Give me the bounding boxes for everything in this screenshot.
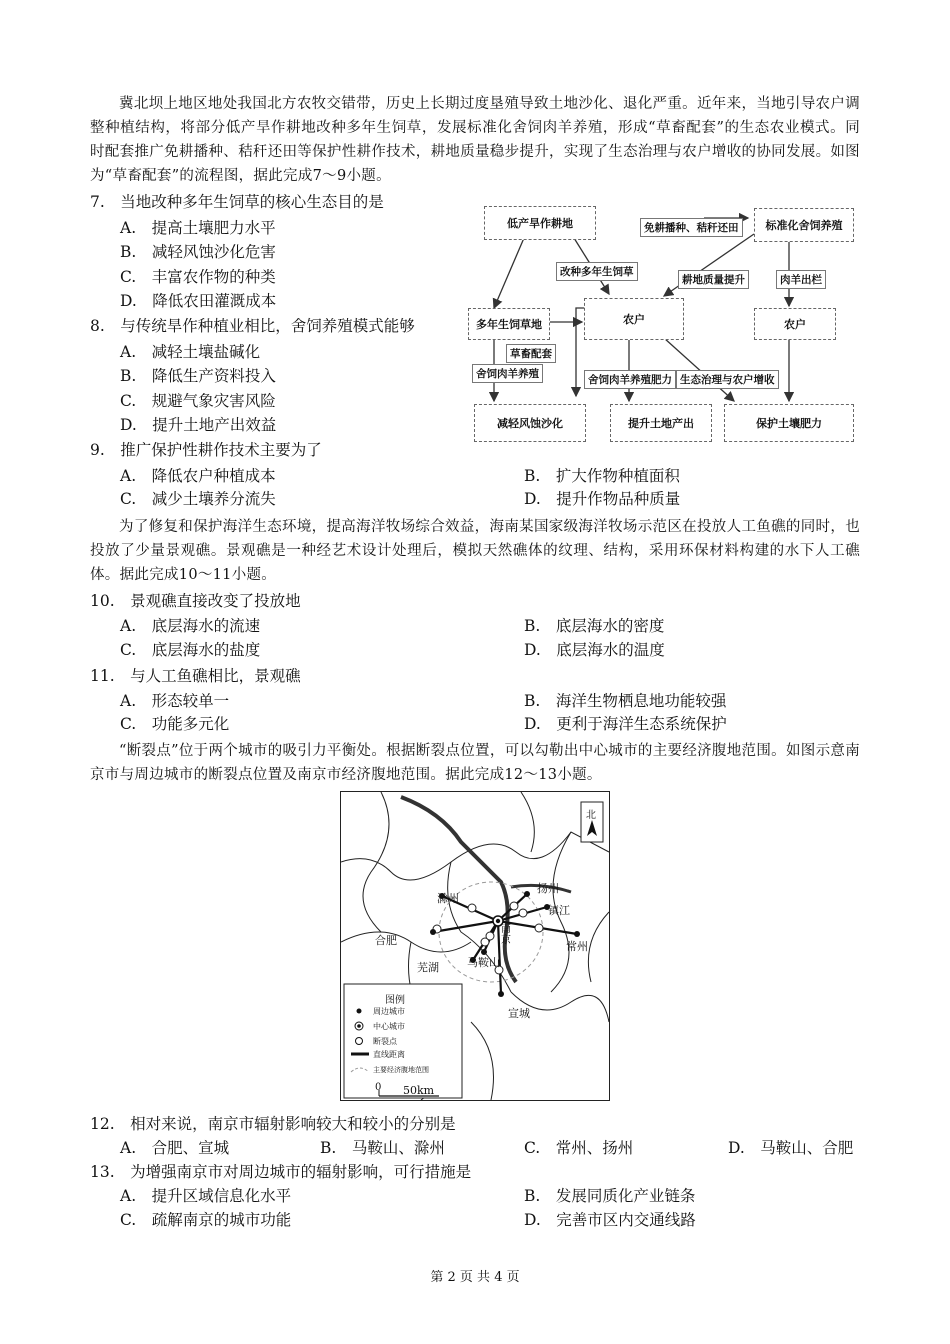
- box-farmer-1: 农户: [584, 298, 684, 340]
- city-yangzhou: 扬州: [537, 882, 559, 895]
- question-11-option-b: B. 海洋生物栖息地功能较强: [524, 692, 727, 710]
- question-7-option-a: A. 提高土壤肥力水平: [120, 219, 276, 237]
- question-13-option-a: A. 提升区域信息化水平: [120, 1187, 292, 1205]
- north-label: 北: [586, 810, 596, 821]
- city-nanjing: 南京: [501, 924, 511, 946]
- question-10-option-d: D. 底层海水的温度: [524, 641, 665, 659]
- question-7-option-c: C. 丰富农作物的种类: [120, 268, 276, 286]
- question-8-option-d: D. 提升土地产出效益: [120, 416, 277, 434]
- city-changzhou: 常州: [566, 940, 588, 953]
- city-xuancheng: 宣城: [508, 1007, 530, 1020]
- question-13-option-b: B. 发展同质化产业链条: [524, 1187, 696, 1205]
- question-7-stem: 7. 当地改种多年生饲草的核心生态目的是: [90, 193, 384, 211]
- city-wuhu: 芜湖: [417, 961, 439, 974]
- question-9-option-a: A. 降低农户种植成本: [120, 467, 276, 485]
- question-8-stem: 8. 与传统旱作种植业相比，舍饲养殖模式能够: [90, 317, 415, 335]
- question-11-option-c: C. 功能多元化: [120, 715, 230, 733]
- label-match: 草畜配套: [506, 344, 556, 363]
- box-low-yield-farmland: 低产旱作耕地: [484, 206, 596, 240]
- question-10-option-b: B. 底层海水的密度: [524, 617, 665, 635]
- flowchart: [464, 196, 860, 448]
- label-sheep-out: 肉羊出栏: [776, 270, 826, 289]
- question-10-option-c: C. 底层海水的盐度: [120, 641, 261, 659]
- question-12-stem: 12. 相对来说，南京市辐射影响较大和较小的分别是: [90, 1115, 456, 1133]
- city-maanshan: 马鞍山: [467, 956, 500, 969]
- legend-title: 图例: [385, 995, 405, 1006]
- question-11-stem: 11. 与人工鱼礁相比，景观礁: [90, 667, 301, 685]
- box-land-output: 提升土地产出: [610, 404, 712, 442]
- question-13-option-d: D. 完善市区内交通线路: [524, 1211, 696, 1229]
- question-12-option-a: A. 合肥、宣城: [120, 1139, 230, 1157]
- question-8-option-a: A. 减轻土壤盐碱化: [120, 343, 261, 361]
- scale-label: 50km: [403, 1084, 435, 1097]
- passage-7-9: 冀北坝上地区地处我国北方农牧交错带，历史上长期过度垦殖导致土地沙化、退化严重。近年来，当地引导农户调整种植结构，将部分低产旱作耕地改种多年生饲草，发展标准化舍饲肉羊养殖，形成“草畜配套”的生态农业模式。同时配套推广免耕播种、秸秆还田等保护性耕作技术，耕地质量稳步提升，实现了生态治理与农户增收的协同发展。如图为“草畜配套”的流程图，据此完成7～9小题。: [90, 96, 860, 184]
- question-11-option-a: A. 形态较单一: [120, 692, 230, 710]
- label-manure: 舍饲肉羊养殖肥力: [584, 370, 676, 389]
- legend-item-distance: 直线距离: [373, 1050, 405, 1059]
- question-13-option-c: C. 疏解南京的城市功能: [120, 1211, 292, 1229]
- label-income: 生态治理与农户增收: [676, 370, 779, 389]
- box-farmer-2: 农户: [754, 308, 836, 340]
- map-figure: [340, 791, 610, 1101]
- question-7-option-d: D. 降低农田灌溉成本: [120, 292, 277, 310]
- city-chuzhou: 滁州: [437, 892, 459, 905]
- box-soil-fertility: 保护土壤肥力: [724, 404, 854, 442]
- passage-10-11: 为了修复和保护海洋生态环境，提高海洋牧场综合效益，海南某国家级海洋牧场示范区在投放人工鱼礁的同时，也投放了少量景观礁。景观礁是一种经艺术设计处理后，模拟天然礁体的纹理、结构，采用环保材料构建的水下人工礁体。据此完成10～11小题。: [90, 519, 860, 583]
- legend-item-hinterland: 主要经济腹地范围: [373, 1066, 429, 1074]
- legend-item-center-city: 中心城市: [373, 1022, 405, 1031]
- label-quality: 耕地质量提升: [678, 270, 749, 289]
- scale-zero: 0: [375, 1082, 382, 1093]
- question-9-option-c: C. 减少土壤养分流失: [120, 490, 276, 508]
- question-9-option-d: D. 提升作物品种质量: [524, 490, 681, 508]
- passage-12-13: “断裂点”位于两个城市的吸引力平衡处。根据断裂点位置，可以勾勒出中心城市的主要经济腹地范围。如图示意南京市与周边城市的断裂点位置及南京市经济腹地范围。据此完成12～13小题。: [90, 743, 860, 783]
- legend-item-break-point: 断裂点: [373, 1037, 397, 1046]
- box-standard-feeding: 标准化舍饲养殖: [754, 208, 854, 242]
- question-8-option-b: B. 降低生产资料投入: [120, 367, 276, 385]
- question-12-option-d: D. 马鞍山、合肥: [728, 1139, 854, 1157]
- city-hefei: 合肥: [375, 934, 397, 947]
- question-10-option-a: A. 底层海水的流速: [120, 617, 261, 635]
- question-8-option-c: C. 规避气象灾害风险: [120, 392, 276, 410]
- label-feed: 舍饲肉羊养殖: [472, 364, 543, 383]
- city-zhenjiang: 镇江: [548, 904, 570, 917]
- question-13-stem: 13. 为增强南京市对周边城市的辐射影响，可行措施是: [90, 1163, 472, 1181]
- page-footer: 第 2 页 共 4 页: [430, 1270, 520, 1285]
- question-7-option-b: B. 减轻风蚀沙化危害: [120, 243, 276, 261]
- question-9-stem: 9. 推广保护性耕作技术主要为了: [90, 441, 322, 459]
- box-grassland: 多年生饲草地: [468, 308, 550, 340]
- question-10-stem: 10. 景观礁直接改变了投放地: [90, 592, 301, 610]
- question-11-option-d: D. 更利于海洋生态系统保护: [524, 715, 727, 733]
- question-12-option-b: B. 马鞍山、滁州: [320, 1139, 445, 1157]
- box-wind-erosion: 减轻风蚀沙化: [474, 404, 586, 442]
- label-grass: 改种多年生饲草: [556, 262, 638, 281]
- legend-item-surrounding-city: 周边城市: [373, 1007, 405, 1016]
- question-12-option-c: C. 常州、扬州: [524, 1139, 634, 1157]
- label-no-till: 免耕播种、秸秆还田: [640, 218, 743, 237]
- question-9-option-b: B. 扩大作物种植面积: [524, 467, 680, 485]
